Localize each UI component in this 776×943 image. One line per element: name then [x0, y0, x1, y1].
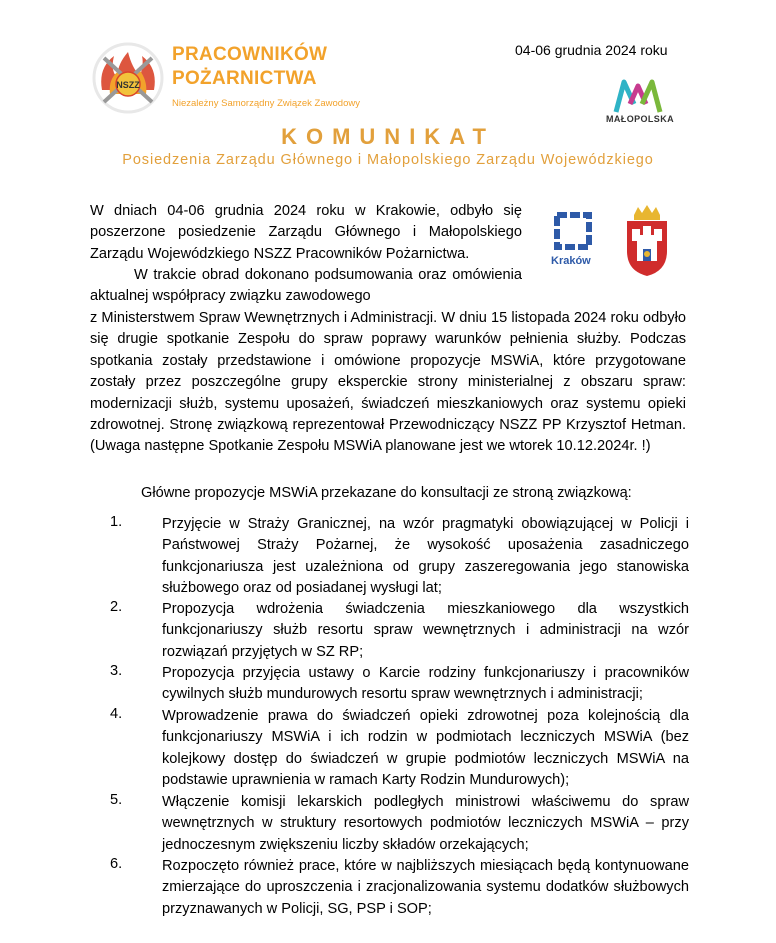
list-item-number: 1. [110, 514, 123, 530]
intro-paragraph-3: z Ministerstwem Spraw Wewnętrznych i Administracji. W dniu 15 listopada 2024 roku odbyło się drugie spotkanie Zespołu do spraw poprawy warunków pełnienia służby. Podczas spotkania zostały przedstawione i omówione propozycje MSWiA, które przygotowane zostały przez poszczególne grupy eksperckie strony ministerialnej z obszaru spraw: modernizacji służb, systemu uposażeń, świadczeń mieszkaniowych oraz systemu opieki zdrowotnej. Stronę związkową reprezentował Przewodniczący NSZZ PP Krzysztof Hetman. (Uwaga następne Spotkanie Zespołu MSWiA planowane jest we wtorek 10.12.2024r. !) [90, 310, 686, 455]
krakow-logo [553, 211, 593, 253]
malopolska-logo [612, 78, 664, 114]
document-subtitle: Posiedzenia Zarządu Głównego i Małopolskiego Zarządu Wojewódzkiego [122, 152, 654, 168]
list-item-text: Włączenie komisji lekarskich podległych ministrowi właściwemu do spraw wewnętrznych w struktury resortowych podmiotów leczniczych MSWiA – przy jednoczesnym zwiększeniu liczby składów orzekających; [162, 794, 689, 853]
list-item-text: Propozycja przyjęcia ustawy o Karcie rodziny funkcjonariuszy i pracowników cywilnych służb mundurowych resortu spraw wewnętrznych i administracji; [162, 665, 689, 703]
org-name-line1: PRACOWNIKÓW [172, 44, 328, 65]
proposals-heading: Główne propozycje MSWiA przekazane do konsultacji ze stroną związkową: [141, 485, 632, 501]
list-item-number: 3. [110, 663, 123, 679]
list-item-text: Przyjęcie w Straży Granicznej, na wzór pragmatyki obowiązującej w Policji i Państwowej Straży Pożarnej, że wysokość uposażenia zasadniczego funkcjonariusza jest uzależniona od grupy zaszeregowania jego stanowiska służbowego oraz od posiadanej wysługi lat; [162, 516, 689, 597]
union-logo [88, 38, 168, 118]
list-item-number: 4. [110, 706, 123, 722]
org-subtitle: Niezależny Samorządny Związek Zawodowy [172, 98, 360, 109]
org-name-line2: POŻARNICTWA [172, 68, 317, 89]
list-item-text: Rozpoczęto również prace, które w najbliższych miesiącach będą kontynuowane zmierzające do uproszczenia i zracjonalizowania systemu dodatków służbowych przyznawanych w Policji, SG, PSP i SOP; [162, 858, 689, 917]
list-item-text: Propozycja wdrożenia świadczenia mieszkaniowego dla wszystkich funkcjonariuszy służb resortu spraw wewnętrznych i administracji na wzór rozwiązań przyjętych w SZ RP; [162, 601, 689, 660]
list-item-number: 6. [110, 856, 123, 872]
intro-paragraph-1: W dniach 04-06 grudnia 2024 roku w Krakowie, odbyło się poszerzone posiedzenie Zarządu Głównego i Małopolskiego Zarządu Wojewódzkiego NSZZ Pracowników Pożarnictwa. [90, 203, 522, 262]
list-item-text: Wprowadzenie prawa do świadczeń opieki zdrowotnej poza kolejnością dla funkcjonariuszy MSWiA i ich rodzin w podmiotach leczniczych MSWiA (bez kolejkowy dostęp do świadczeń w grupie podmiotów leczniczych MSWiA na podstawie uprawnienia w ramach Karty Rodzin Mundurowych); [162, 708, 689, 789]
krakow-logo-label: Kraków [551, 255, 591, 267]
document-title: KOMUNIKAT [281, 124, 495, 149]
document-date: 04-06 grudnia 2024 roku [515, 42, 668, 58]
list-item-number: 5. [110, 792, 123, 808]
logo-text: NSZZ [116, 80, 140, 90]
intro-paragraph-2: W trakcie obrad dokonano podsumowania oraz omówienia aktualnej współpracy związku zawodowego [90, 267, 522, 305]
krakow-coat-of-arms [624, 205, 670, 277]
list-item-number: 2. [110, 599, 123, 615]
malopolska-label: MAŁOPOLSKA [606, 114, 674, 124]
